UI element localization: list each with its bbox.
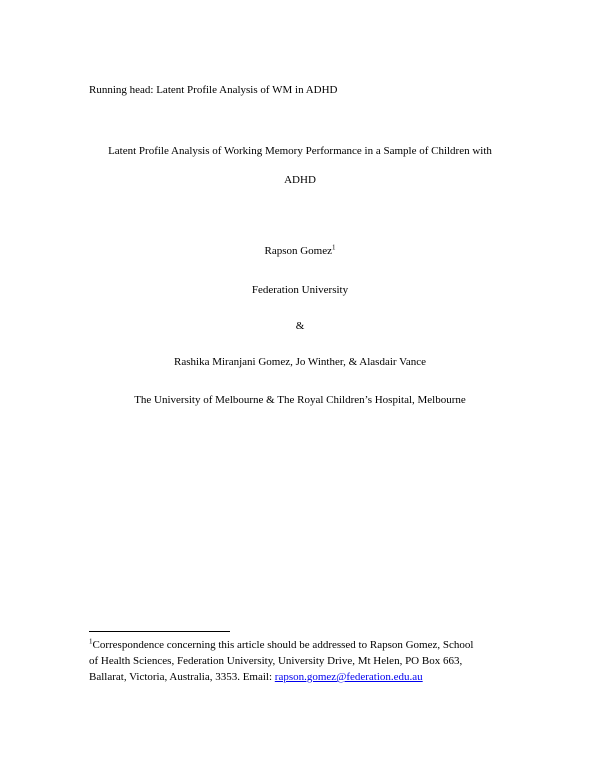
paper-title-line-2: ADHD <box>284 174 316 186</box>
primary-affiliation: Federation University <box>251 284 349 296</box>
secondary-authors: Rashika Miranjani Gomez, Jo Winther, & Alasdair Vance <box>174 356 426 368</box>
author-footnote-marker: 1 <box>332 243 336 252</box>
footnote-divider <box>89 631 230 632</box>
email-link[interactable]: rapson.gomez@federation.edu.au <box>274 671 423 683</box>
footnote-text-1: Correspondence concerning this article should be addressed to Rapson Gomez, School <box>92 639 474 651</box>
footnote-line-3 <box>89 669 519 685</box>
primary-author-name: Rapson Gomez <box>264 245 332 257</box>
correspondence-footnote <box>89 637 519 685</box>
secondary-affiliation: The University of Melbourne & The Royal Children’s Hospital, Melbourne <box>134 394 466 406</box>
running-head: Running head: Latent Profile Analysis of WM in ADHD <box>89 84 338 96</box>
footnote-line-2: of Health Sciences, Federation University, University Drive, Mt Helen, PO Box 663, <box>89 655 463 667</box>
footnote-line-1 <box>89 637 519 653</box>
footnote-marker: 1 <box>89 637 93 646</box>
paper-title-line-1: Latent Profile Analysis of Working Memory Performance in a Sample of Children with <box>108 145 492 157</box>
author-separator: & <box>295 320 305 332</box>
footnote-text-3: Ballarat, Victoria, Australia, 3353. Email: <box>89 671 275 683</box>
primary-author <box>0 244 600 258</box>
